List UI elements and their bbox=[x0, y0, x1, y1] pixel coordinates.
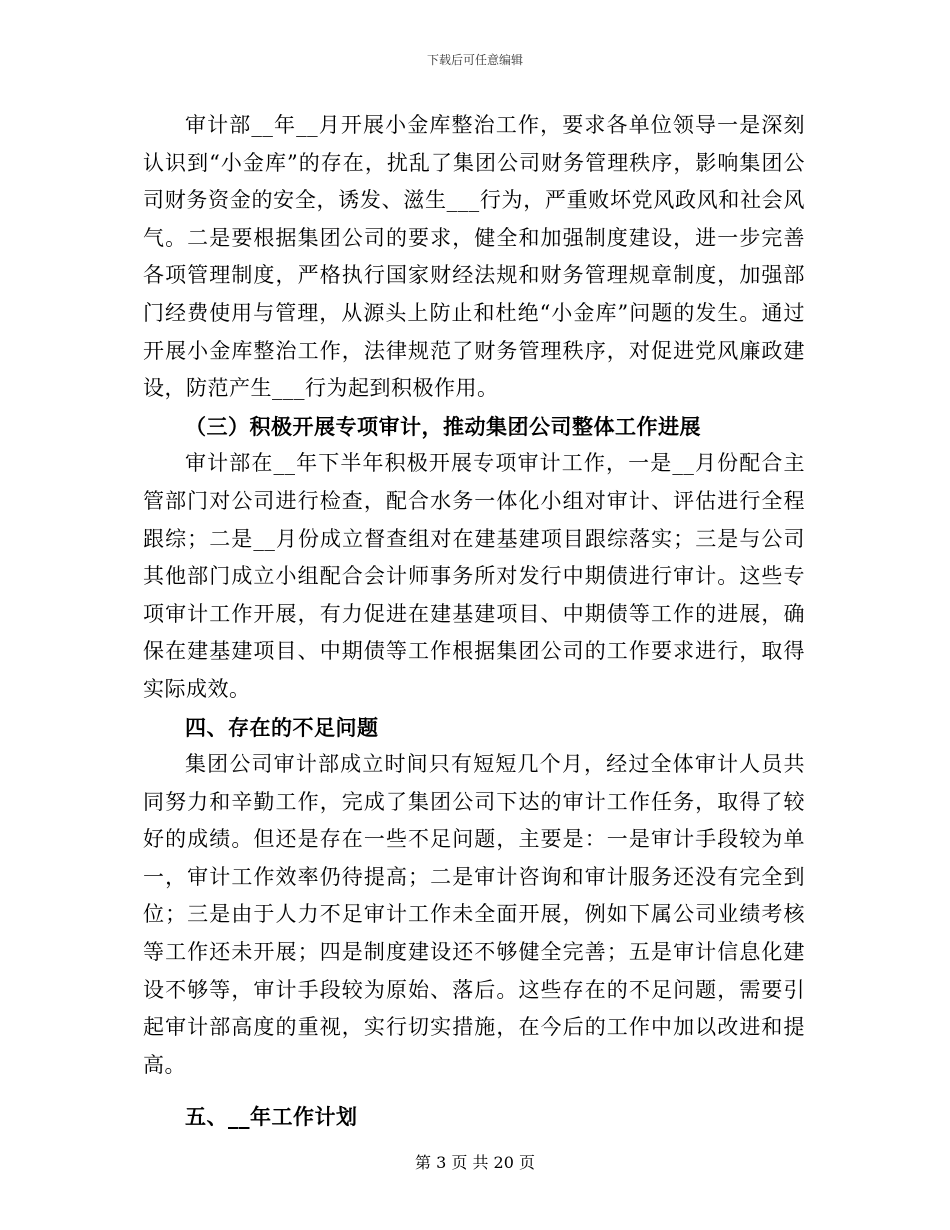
section-heading-shortcomings: 四、存在的不足问题 bbox=[185, 714, 379, 740]
document-body bbox=[143, 107, 805, 1136]
paragraph-small-treasury: 审计部__年__月开展小金库整治工作，要求各单位领导一是深刻认识到“小金库”的存在，扰乱了集团公司财务管理秩序，影响集团公司财务资金的安全，诱发、滋生___行为，严重败坏党风政风和社会风气。二是要根据集团公司的要求，健全和加强制度建设，进一步完善各项管理制度，严格执行国家财经法规和财务管理规章制度，加强部门经费使用与管理，从源头上防止和杜绝“小金库”问题的发生。通过开展小金库整治工作，法律规范了财务管理秩序，对促进党风廉政建设，防范产生___行为起到积极作用。 bbox=[143, 113, 805, 401]
page-number: 第 3 页 共 20 页 bbox=[415, 1153, 535, 1172]
section-heading-work-plan: 五、__年工作计划 bbox=[185, 1104, 358, 1130]
page-header-note: 下载后可任意编辑 bbox=[426, 53, 523, 67]
paragraph-special-audit: 审计部在__年下半年积极开展专项审计工作，一是__月份配合主管部门对公司进行检查，配合水务一体化小组对审计、评估进行全程跟综；二是__月份成立督查组对在建基建项目跟综落实；三是与公司其他部门成立小组配合会计师事务所对发行中期债进行审计。这些专项审计工作开展，有力促进在建基建项目、中期债等工作的进展，确保在建基建项目、中期债等工作根据集团公司的工作要求进行，取得实际成效。 bbox=[143, 451, 805, 701]
section-heading-special-audit: （三）积极开展专项审计，推动集团公司整体工作进展 bbox=[185, 413, 701, 439]
paragraph-shortcomings: 集团公司审计部成立时间只有短短几个月，经过全体审计人员共同努力和辛勤工作，完成了集团公司下达的审计工作任务，取得了较好的成绩。但还是存在一些不足问题，主要是：一是审计手段较为单一，审计工作效率仍待提高；二是审计咨询和审计服务还没有完全到位；三是由于人力不足审计工作未全面开展，例如下属公司业绩考核等工作还未开展；四是制度建设还不够健全完善；五是审计信息化建设不够等，审计手段较为原始、落后。这些存在的不足问题，需要引起审计部高度的重视，实行切实措施，在今后的工作中加以改进和提高。 bbox=[143, 752, 805, 1077]
